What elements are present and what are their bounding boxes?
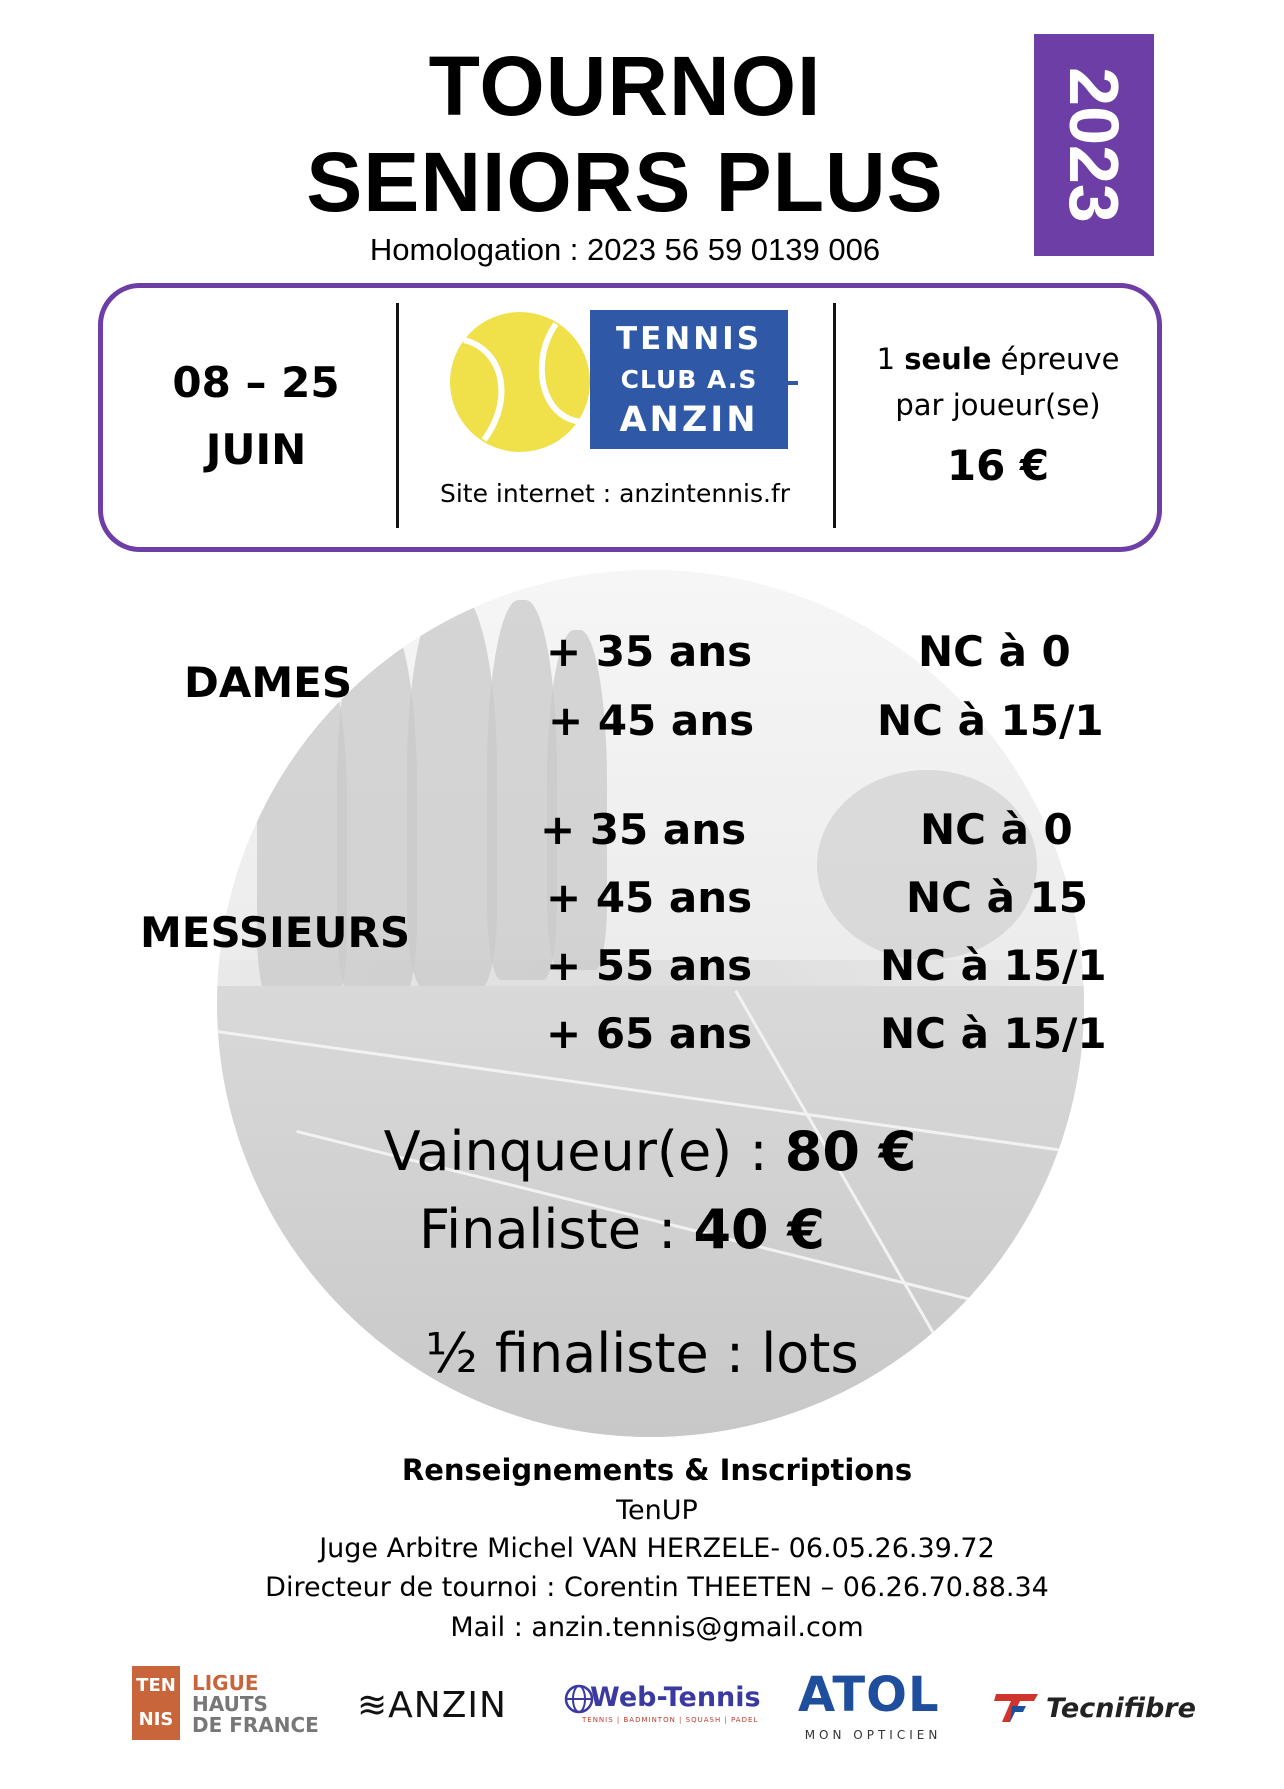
club-logo-dash (786, 381, 798, 385)
ligue-line-3: DE FRANCE (192, 1713, 319, 1737)
dames-rank-2: NC à 15/1 (877, 696, 1104, 745)
dames-label: DAMES (184, 658, 353, 707)
tecnifibre-mark-icon (994, 1690, 1040, 1724)
fee-rule-emphasis: seule (904, 342, 992, 376)
year-text: 2023 (1055, 67, 1133, 223)
fee-rule-line-2: par joueur(se) (895, 388, 1101, 422)
club-logo (590, 310, 788, 449)
prize-finalist (192, 1198, 1052, 1261)
messieurs-age-3: + 55 ans (546, 941, 753, 990)
homologation-number: Homologation : 2023 56 59 0139 006 (369, 232, 881, 267)
prize-semi-finalist: ½ finaliste : lots (425, 1322, 859, 1385)
anzin-sponsor-logo (357, 1685, 507, 1726)
messieurs-rank-3: NC à 15/1 (880, 941, 1107, 990)
club-logo-line-3: ANZIN (619, 400, 759, 440)
info-divider-left (396, 303, 399, 528)
entry-fee: 16 € (946, 441, 1050, 490)
tennis-ball-icon (444, 310, 596, 455)
messieurs-age-2: + 45 ans (546, 873, 753, 922)
fee-rule-line-1 (838, 342, 1158, 376)
director-contact: Directeur de tournoi : Corentin THEETEN – 06.26.70.88.34 (265, 1572, 1049, 1603)
info-heading: Renseignements & Inscriptions (401, 1453, 913, 1487)
fee-rule-number: 1 (876, 342, 896, 376)
messieurs-age-4: + 65 ans (546, 1009, 753, 1058)
ligue-line-2: HAUTS (192, 1692, 268, 1716)
prize-finalist-label: Finaliste : (418, 1198, 677, 1261)
dames-age-2: + 45 ans (548, 696, 755, 745)
ligue-tile-bottom: NIS (138, 1709, 174, 1730)
messieurs-rank-4: NC à 15/1 (880, 1009, 1107, 1058)
messieurs-label: MESSIEURS (140, 908, 411, 957)
registration-platform: TenUP (616, 1495, 698, 1526)
email-contact[interactable]: Mail : anzin.tennis@gmail.com (450, 1612, 864, 1643)
messieurs-rank-2: NC à 15 (906, 873, 1089, 922)
webtennis-tagline: TENNIS | BADMINTON | SQUASH | PADEL (582, 1716, 759, 1724)
messieurs-age-1: + 35 ans (540, 805, 747, 854)
referee-contact: Juge Arbitre Michel VAN HERZELE- 06.05.26.39.72 (319, 1533, 995, 1564)
anzin-sponsor-text: ANZIN (388, 1685, 507, 1726)
ligue-tennis-logo (132, 1666, 180, 1740)
atol-sponsor-logo: ATOL (798, 1667, 940, 1723)
dates-range: 08 – 25 (172, 358, 340, 407)
tecnifibre-sponsor-logo: Tecnifibre (1046, 1693, 1196, 1724)
club-logo-line-1: TENNIS (615, 321, 763, 357)
club-logo-line-2: CLUB A.S (620, 365, 758, 394)
prize-winner-label: Vainqueur(e) : (383, 1120, 768, 1183)
anzin-waves-icon: ≋ (357, 1685, 389, 1726)
webtennis-sponsor-logo: Web-Tennis (590, 1682, 761, 1713)
atol-tagline: MON OPTICIEN (804, 1728, 942, 1742)
photo-tree (817, 770, 1037, 960)
prize-finalist-amount: 40 € (693, 1198, 826, 1261)
prize-winner (220, 1120, 1080, 1183)
messieurs-rank-1: NC à 0 (920, 805, 1073, 854)
title-line-1: TOURNOI (428, 39, 822, 133)
dames-rank-1: NC à 0 (918, 627, 1071, 676)
website-link[interactable]: Site internet : anzintennis.fr (439, 479, 791, 508)
dames-age-1: + 35 ans (546, 627, 753, 676)
info-divider-right (833, 303, 836, 528)
title-line-2: SENIORS PLUS (306, 135, 944, 229)
prize-winner-amount: 80 € (784, 1120, 917, 1183)
year-badge (1034, 34, 1154, 256)
dates-month: JUIN (205, 425, 307, 474)
ligue-tile-top: TEN (136, 1675, 176, 1696)
photo-tree (407, 590, 497, 990)
fee-rule-rest: épreuve (1000, 342, 1120, 376)
ligue-line-1: LIGUE (192, 1671, 259, 1695)
